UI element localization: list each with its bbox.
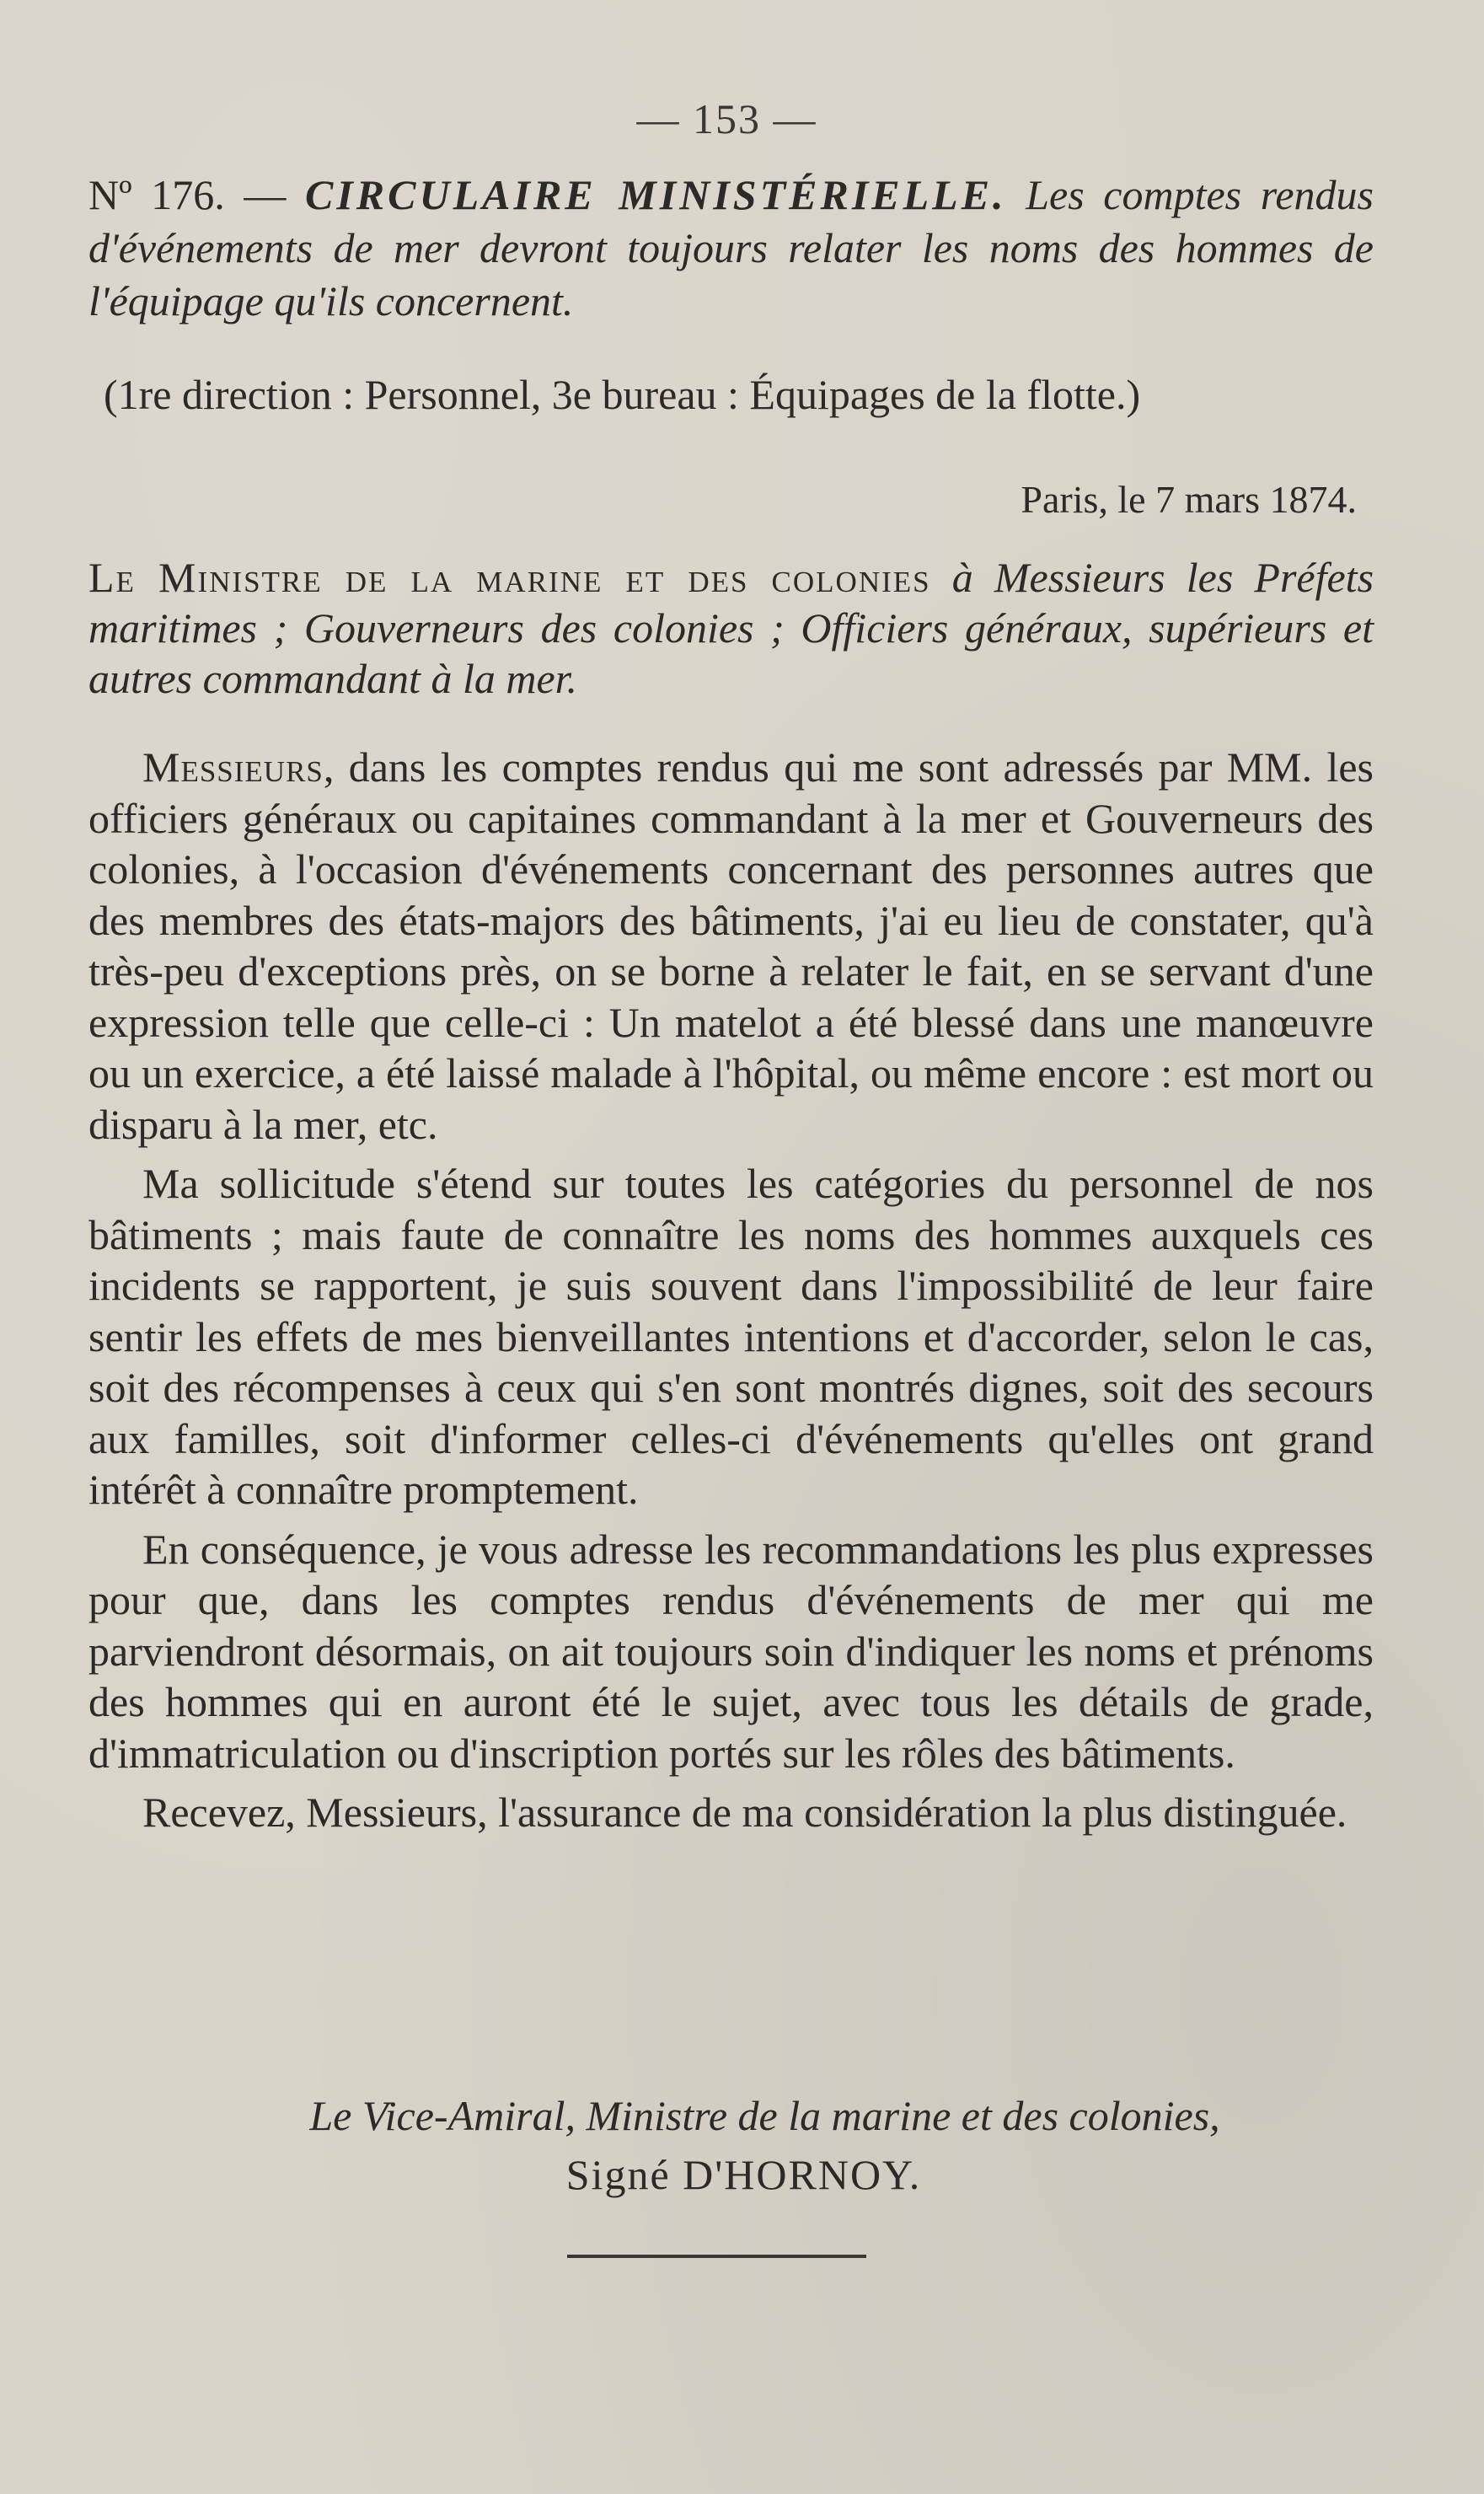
signatory-role: Le Vice-Amiral, Ministre de la marine et des colonies,: [309, 2092, 1220, 2139]
salutation: Messieurs: [142, 743, 324, 791]
circular-heading: [88, 169, 1374, 328]
paragraph-2: Ma sollicitude s'étend sur toutes les catégories du personnel de nos bâtiments ; mais faute de connaître les noms des hommes auxquels ces incidents se rapportent, je suis souvent dans l'impossibilité de leur faire sentir les effets de mes bienveillantes intentions et d'accorder, selon le cas, soit des récompenses à ceux qui s'en sont montrés dignes, soit des secours aux familles, soit d'informer celles-ci d'événements qu'elles ont grand intérêt à connaître promptement.: [88, 1160, 1374, 1513]
address-preposition: à: [951, 554, 973, 601]
circular-title: CIRCULAIRE MINISTÉRIELLE.: [305, 171, 1007, 218]
closing-rule: [567, 2255, 866, 2258]
address-block: [88, 552, 1374, 704]
recipients: Messieurs les Préfets maritimes ; Gouverneurs des colonies ; Officiers généraux, supérieurs et autres commandant à la mer.: [88, 554, 1374, 702]
signature-block: [80, 2086, 1374, 2204]
signatory-name: Signé D'HORNOY.: [565, 2151, 922, 2198]
paragraph-1-text: , dans les comptes rendus qui me sont adressés par MM. les officiers généraux ou capitaines commandant à la mer et Gouverneurs des colonies, à l'occasion d'événements concernant des personnes autres que des membres des états-majors des bâtiments, j'ai eu lieu de constater, qu'à très-peu d'exceptions près, on se borne à relater le fait, en se servant d'une expression telle que celle-ci : Un matelot a été blessé dans une manœuvre ou un exercice, a été laissé malade à l'hôpital, ou même encore : est mort ou disparu à la mer, etc.: [88, 743, 1374, 1148]
paragraph-3: En conséquence, je vous adresse les recommandations les plus expresses pour que, dans les comptes rendus d'événements de mer qui me parviendront désormais, on ait toujours soin d'indiquer les noms et prénoms des hommes qui en auront été le sujet, avec tous les détails de grade, d'immatriculation ou d'inscription portés sur les rôles des bâtiments.: [88, 1525, 1374, 1777]
paragraph-1: [88, 742, 1374, 1150]
circular-number: Nº 176. —: [88, 171, 305, 218]
sender: Le Ministre de la marine et des colonies: [88, 554, 931, 601]
document-page: [80, 0, 1374, 2494]
page-number: — 153 —: [636, 95, 817, 142]
date-line: Paris, le 7 mars 1874.: [1021, 478, 1357, 521]
letter-body: [88, 742, 1374, 1838]
paragraph-4: Recevez, Messieurs, l'assurance de ma considération la plus distinguée.: [142, 1789, 1347, 1836]
direction-line: (1re direction : Personnel, 3e bureau : Équipages de la flotte.): [104, 371, 1141, 418]
circular-summary: Les comptes rendus d'événements de mer devront toujours relater les noms des hommes de l'équipage qu'ils concernent.: [88, 171, 1374, 324]
